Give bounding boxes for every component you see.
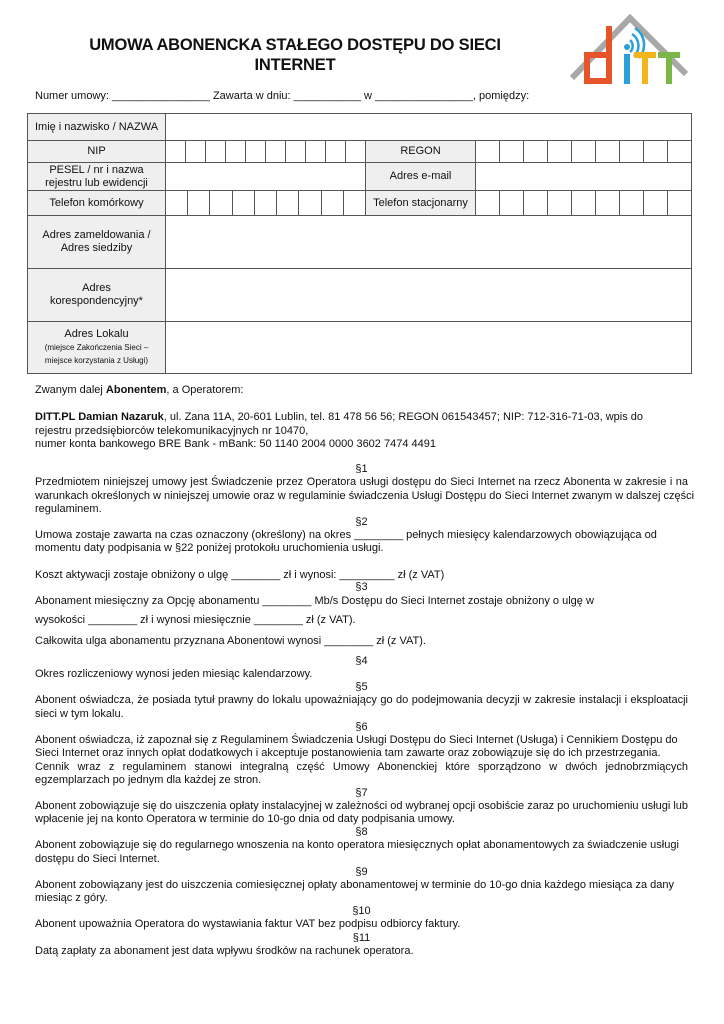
operator-line1	[35, 410, 643, 424]
landline-digit[interactable]	[548, 191, 572, 216]
paragraph-line: wpłacenie jej na konto Operatora w terminie do 10-go dnia od daty podpisania umowy.	[35, 813, 455, 825]
paragraph-line: Abonent oświadcza, iż zapoznał się z Regulaminem Świadczenia Usługi Dostępu do Sieci Internet (Usługa) i Cennikiem Dostępu do	[35, 734, 678, 746]
nip-label: NIP	[28, 141, 166, 163]
premises-address-field[interactable]	[166, 322, 692, 374]
nip-digit[interactable]	[306, 141, 326, 163]
regon-digit[interactable]	[524, 141, 548, 163]
landline-label: Telefon stacjonarny	[366, 191, 476, 216]
paragraph-line: Cennik wraz z regulaminem stanowi integralną część Umowy Abonenckiej które sporządzono w dwóch jednobrzmiących	[35, 761, 688, 773]
nip-digit[interactable]	[326, 141, 346, 163]
correspondence-address-label-line1: Adres	[82, 282, 111, 294]
mobile-digit[interactable]	[277, 191, 299, 215]
paragraph-line: Abonent zobowiązuje się do regularnego wnoszenia na konto operatora miesięcznych opłat abonamentowych za świadczenie usługi	[35, 839, 679, 851]
correspondence-address-field[interactable]	[166, 269, 692, 322]
operator-name: DITT.PL Damian Nazaruk	[35, 411, 164, 423]
landline-digit[interactable]	[668, 191, 692, 216]
registered-address-label-line1: Adres zameldowania /	[42, 229, 151, 241]
nip-digit[interactable]	[246, 141, 266, 163]
registered-address-label	[28, 216, 166, 269]
paragraph-line: miesiąc z góry.	[35, 892, 108, 904]
section-7-heading: §7	[355, 787, 368, 799]
paragraph-line: warunkach określonych w niniejszej umowie oraz w regulaminie świadczenia Usługi Dostępu do Sieci Internet zwanym w dalszej części	[35, 490, 695, 502]
document-title-line1: UMOWA ABONENCKA STAŁEGO DOSTĘPU DO SIECI	[89, 36, 501, 54]
mobile-field[interactable]	[166, 191, 366, 216]
intro-line	[35, 383, 243, 397]
ditt-logo	[568, 12, 688, 92]
mobile-digit[interactable]	[233, 191, 255, 215]
registered-address-label-line2: Adres siedziby	[60, 242, 133, 254]
section-2-heading: §2	[355, 516, 368, 528]
pesel-label-line1: PESEL / nr i nazwa	[49, 163, 144, 176]
pesel-label-line2: rejestru lub ewidencji	[45, 176, 148, 189]
email-field[interactable]	[476, 163, 692, 191]
paragraph-line: momentu daty podpisania w §22 poniżej protokołu uruchomienia usługi.	[35, 542, 384, 554]
premises-address-label	[28, 322, 166, 374]
section-8-heading: §8	[355, 826, 368, 838]
paragraph-line: Datą zapłaty za abonament jest data wpływu środków na rachunek operatora.	[35, 945, 414, 957]
landline-digit[interactable]	[596, 191, 620, 216]
paragraph-line: wysokości ________ zł i wynosi miesięcznie ________ zł (z VAT).	[35, 614, 356, 626]
mobile-digit[interactable]	[210, 191, 232, 215]
landline-digit[interactable]	[572, 191, 596, 216]
nip-digit[interactable]	[206, 141, 226, 163]
regon-digit[interactable]	[548, 141, 572, 163]
regon-digit[interactable]	[644, 141, 668, 163]
registered-address-field[interactable]	[166, 216, 692, 269]
nip-digit[interactable]	[186, 141, 206, 163]
mobile-digit[interactable]	[344, 191, 365, 215]
regon-digit[interactable]	[620, 141, 644, 163]
section-4-heading: §4	[355, 655, 368, 667]
landline-digit[interactable]	[500, 191, 524, 216]
nip-digit[interactable]	[166, 141, 186, 163]
section-11-heading: §11	[352, 932, 371, 944]
regon-digit[interactable]	[476, 141, 500, 163]
paragraph-line: Okres rozliczeniowy wynosi jeden miesiąc kalendarzowy.	[35, 668, 313, 680]
intro-text: Zwanym dalej	[35, 384, 106, 396]
landline-digit[interactable]	[476, 191, 500, 216]
paragraph-line: Sieci Internet oraz innych opłat dodatkowych i akceptuje postanowienia tam zawarte oraz zobowiązuje się do ich przestrzegania.	[35, 747, 661, 759]
section-10-heading: §10	[352, 905, 371, 917]
paragraph-line: dostępu do Sieci Internet.	[35, 853, 160, 865]
nip-digit[interactable]	[266, 141, 286, 163]
name-field[interactable]	[166, 114, 692, 141]
regon-digit[interactable]	[596, 141, 620, 163]
paragraph-line: egzemplarzach po jednym dla każdej ze stron.	[35, 774, 262, 786]
pesel-field[interactable]	[166, 163, 366, 191]
regon-digit[interactable]	[500, 141, 524, 163]
premises-label-main: Adres Lokalu	[64, 328, 129, 340]
section-9-heading: §9	[355, 866, 368, 878]
name-label: Imię i nazwisko / NAZWA	[28, 114, 166, 141]
operator-line3: numer konta bankowego BRE Bank - mBank: 50 1140 2004 0000 3602 7474 4491	[35, 438, 436, 450]
landline-digit[interactable]	[524, 191, 548, 216]
landline-digit[interactable]	[644, 191, 668, 216]
paragraph-line: Abonament miesięczny za Opcję abonamentu ________ Mb/s Dostępu do Sieci Internet zostaje obniżony o ulgę w	[35, 595, 594, 607]
section-5-heading: §5	[355, 681, 368, 693]
intro-text-end: , a Operatorem:	[166, 384, 244, 396]
mobile-label: Telefon komórkowy	[28, 191, 166, 216]
mobile-digit[interactable]	[322, 191, 344, 215]
mobile-digit[interactable]	[299, 191, 321, 215]
nip-digit[interactable]	[226, 141, 246, 163]
section-3-heading: §3	[355, 581, 368, 593]
nip-digit[interactable]	[346, 141, 366, 163]
mobile-digit[interactable]	[188, 191, 210, 215]
pesel-label	[28, 163, 166, 191]
paragraph-line: Koszt aktywacji zostaje obniżony o ulgę ________ zł i wynosi: _________ zł (z VAT)	[35, 569, 445, 581]
paragraph-line: regulaminem.	[35, 503, 102, 515]
landline-digit[interactable]	[620, 191, 644, 216]
regon-digit[interactable]	[572, 141, 596, 163]
premises-note-line2: miejsce korzystania z Usługi)	[44, 356, 149, 365]
regon-digit[interactable]	[668, 141, 692, 163]
subscriber-form-table	[27, 113, 692, 374]
document-title-line2: INTERNET	[254, 56, 336, 74]
premises-note-line1: (miejsce Zakończenia Sieci –	[44, 343, 149, 352]
operator-line2: rejestru przedsiębiorców telekomunikacyjnych nr 10470,	[35, 425, 309, 437]
paragraph-line: Umowa zostaje zawarta na czas oznaczony (określony) na okres ________ pełnych miesięcy kalendarzowych obowiązująca od	[35, 529, 657, 541]
correspondence-address-label-line2: korespondencyjny*	[50, 295, 143, 307]
contract-number-line[interactable]: Numer umowy: ________________ Zawarta w dniu: ___________ w ________________, pomiędzy:	[35, 90, 530, 102]
paragraph-line: Abonent zobowiązuje się do uiszczenia opłaty instalacyjnej w zależności od wybranej opcji osobiście zaraz po uruchomieniu usługi lub	[35, 800, 689, 812]
paragraph-line: Abonent oświadcza, że posiada tytuł prawny do lokalu upoważniający go do podejmowania decyzji w zakresie instalacji i eksploatacji	[35, 694, 688, 706]
paragraph-line: Całkowita ulga abonamentu przyznana Abonentowi wynosi ________ zł (z VAT).	[35, 635, 426, 647]
email-label: Adres e-mail	[366, 163, 476, 191]
operator-details: , ul. Zana 11A, 20-601 Lublin, tel. 81 478 56 56; REGON 061543457; NIP: 712-316-71-03, wpis do	[163, 411, 644, 423]
paragraph-line: Przedmiotem niniejszej umowy jest Świadczenie przez Operatora usługi dostępu do Sieci Internet na rzecz Abonenta w zakresie i na	[35, 476, 688, 488]
paragraph-line: sieci w tym lokalu.	[35, 708, 124, 720]
paragraph-line: Abonent zobowiązany jest do uiszczenia comiesięcznej opłaty abonamentowej w terminie do 10-go dnia każdego miesiąca za dany	[35, 879, 674, 891]
section-1-heading: §1	[355, 463, 368, 475]
mobile-digit[interactable]	[255, 191, 277, 215]
mobile-digit[interactable]	[166, 191, 188, 215]
regon-label: REGON	[366, 141, 476, 163]
correspondence-address-label	[28, 269, 166, 322]
nip-digit[interactable]	[286, 141, 306, 163]
intro-bold: Abonentem	[105, 384, 167, 396]
paragraph-line: Abonent upoważnia Operatora do wystawiania faktur VAT bez podpisu odbiorcy faktury.	[35, 918, 461, 930]
section-6-heading: §6	[355, 721, 368, 733]
